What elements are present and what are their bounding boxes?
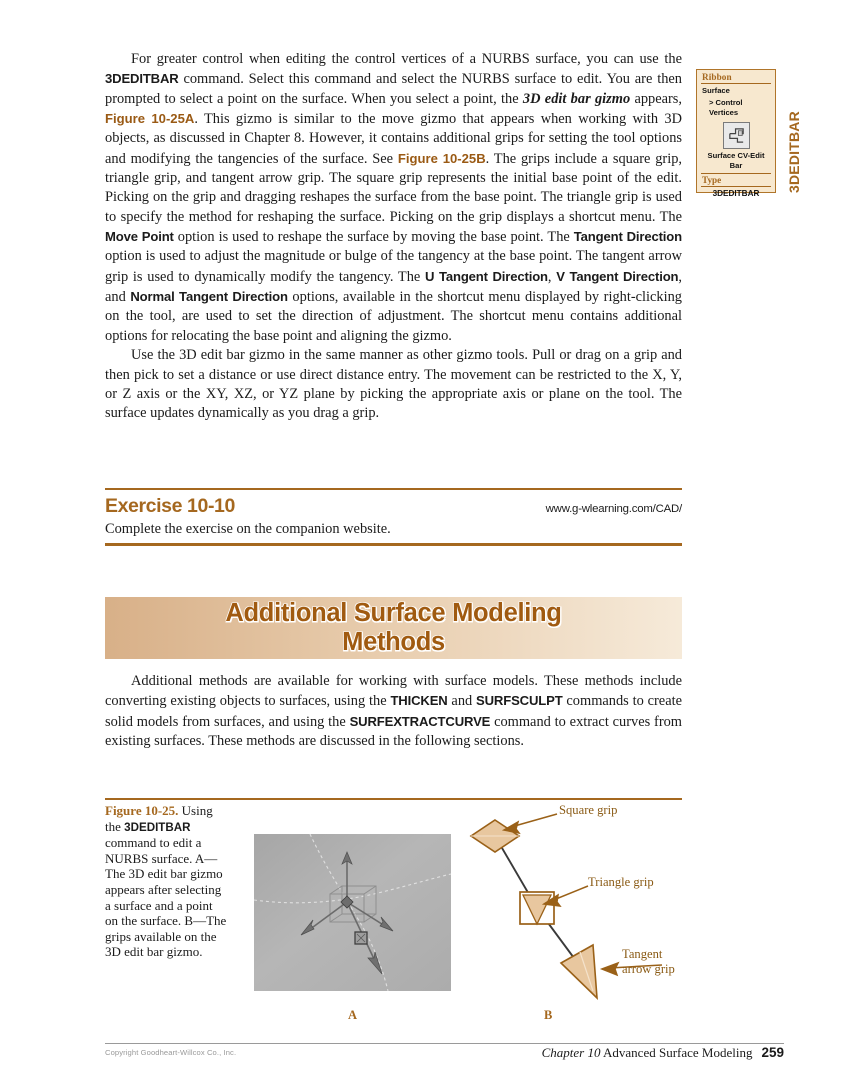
footer-chapter-title: Advanced Surface Modeling xyxy=(603,1045,753,1060)
ribbon-command-name: 3DEDITBAR xyxy=(712,189,760,199)
command-name: Move Point xyxy=(105,229,174,245)
command-name: Normal Tangent Direction xyxy=(130,289,288,305)
figure-caption-command: 3DEDITBAR xyxy=(124,820,191,834)
figure-label-b: B xyxy=(544,1008,553,1022)
command-name: Tangent Direction xyxy=(573,229,682,245)
text-run: 3D edit bar gizmo xyxy=(522,90,631,107)
text-run: option is used to reshape the surface by moving the base point. The xyxy=(173,229,574,246)
exercise-url[interactable]: www.g-wlearning.com/CAD/ xyxy=(545,503,682,516)
text-run: and xyxy=(447,693,477,710)
ribbon-label: Ribbon xyxy=(702,72,732,82)
text-run: . The grips include a square grip, triangle grip, and tangent arrow grip. The square grip represents the initial base point of the edit. Picking on the grip and dragging reshapes the surface from the base point. The triangle grip is used to specify the method for reshaping the surface. Picking on the grip displays a shortcut menu. The xyxy=(105,150,682,225)
command-name: SURFEXTRACTCURVE xyxy=(349,713,491,729)
text-run: Additional methods are available for working with surface models. These methods include converting existing objects to surfaces, using the xyxy=(105,673,682,710)
footer-chapter-info xyxy=(542,1045,784,1061)
figure-caption xyxy=(105,803,227,960)
callout-triangle-grip: Triangle grip xyxy=(588,875,654,889)
figure-a-gizmo-drawing xyxy=(254,834,451,991)
paragraph-2 xyxy=(105,346,682,423)
section-heading-line-1: Additional Surface Modeling xyxy=(225,599,562,627)
command-name: U Tangent Direction xyxy=(425,268,548,284)
exercise-title: Exercise 10-10 xyxy=(105,495,235,518)
surface-cv-edit-bar-icon xyxy=(723,122,750,149)
text-run: . This gizmo is similar to the move gizmo that appears when working with 3D objects, as discussed in Chapter 8. However, it contains additional grips for setting the tool options and modifying the tangencies of the surface. See xyxy=(105,111,682,167)
callout-tangent-arrow-grip-line-2: arrow grip xyxy=(622,961,675,976)
command-name: SURFSCULPT xyxy=(476,693,563,709)
body-column-2 xyxy=(105,672,682,751)
text-run: , xyxy=(547,268,557,285)
exercise-header xyxy=(105,490,682,518)
section-heading-text xyxy=(225,599,561,657)
text-run: command. Select this command and select the NURBS surface to edit. You are then prompted to select a point on the surface. When you select a point, the xyxy=(105,71,682,107)
body-column xyxy=(105,50,682,424)
command-name: V Tangent Direction xyxy=(556,268,679,284)
exercise-rule-bottom xyxy=(105,543,682,545)
ribbon-icon-caption-line-2: Bar xyxy=(729,160,743,170)
text-run: For greater control when editing the control vertices of a NURBS surface, you can use the xyxy=(131,51,682,67)
text-run: Use the 3D edit bar gizmo in the same manner as other gizmo tools. Pull or drag on a grip and then pick to set a distance or use direct distance entry. The movement can be restricted to the X, Y, or Z axis or the XY, XZ, or YZ plane by picking the appropriate axis or plane on the tool. The surface updates dynamically as you drag a grip. xyxy=(105,347,682,422)
figure-a-viewport-image xyxy=(254,834,451,991)
callout-tangent-arrow-grip-line-1: Tangent xyxy=(622,947,663,961)
callout-tangent-arrow-grip xyxy=(622,947,675,976)
footer-copyright: Copyright Goodheart-Willcox Co., Inc. xyxy=(105,1048,237,1057)
figure-number: Figure 10-25. xyxy=(105,803,179,818)
ribbon-box-body xyxy=(696,69,776,199)
ribbon-path-line-2: > Control Vertices xyxy=(709,98,743,118)
callout-square-grip: Square grip xyxy=(559,803,618,817)
ribbon-reference-box xyxy=(696,69,802,199)
text-run: options, available in the shortcut menu displayed by right-clicking on the tool, are used to set the direction of adjustment. The shortcut menu contains additional options for relocating the base point and aligning the gizmo. xyxy=(105,289,682,344)
text-run: , and xyxy=(105,268,682,306)
ribbon-side-tab-label: 3DEDITBAR xyxy=(786,111,802,193)
exercise-block xyxy=(105,488,682,546)
ribbon-icon-caption xyxy=(697,151,775,173)
command-name: 3DEDITBAR xyxy=(105,71,179,87)
ribbon-icon-caption-line-1: Surface CV-Edit xyxy=(707,151,765,161)
paragraph-1 xyxy=(105,50,682,346)
figure-reference: Figure 10-25A xyxy=(105,111,195,127)
footer-page-number: 259 xyxy=(761,1045,784,1060)
text-run: commands to create solid models from surfaces, and using the xyxy=(105,693,682,730)
footer-rule xyxy=(105,1043,784,1044)
figure-b-grips-diagram xyxy=(462,800,692,1000)
text-run: command to extract curves from existing surfaces. These methods are discussed in the following sections. xyxy=(105,713,682,750)
text-run: option is used to adjust the magnitude or bulge of the tangency at the base point. The tangent arrow grip is used to dynamically modify the tangency. The xyxy=(105,248,682,285)
figure-caption-part-1: Using the xyxy=(105,803,213,834)
exercise-subtitle: Complete the exercise on the companion website. xyxy=(105,521,391,538)
footer-chapter-number: Chapter 10 xyxy=(541,1045,601,1060)
figure-caption-part-2: command to edit a NURBS surface. A—The 3D edit bar gizmo appears after selecting a surface and a point on the surface. B—The grips available on the 3D edit bar gizmo. xyxy=(105,835,227,960)
figure-label-a: A xyxy=(348,1008,358,1022)
section-heading-banner xyxy=(105,597,682,659)
paragraph-3 xyxy=(105,672,682,751)
surface-cv-edit-bar-glyph xyxy=(727,126,746,145)
text-run: appears, xyxy=(630,90,682,107)
section-heading-line-2: Methods xyxy=(342,628,445,656)
ribbon-path-line-1: Surface xyxy=(702,86,730,96)
ribbon-type-label: Type xyxy=(702,175,722,186)
command-name: THICKEN xyxy=(390,693,448,709)
figure-reference: Figure 10-25B xyxy=(397,150,486,166)
